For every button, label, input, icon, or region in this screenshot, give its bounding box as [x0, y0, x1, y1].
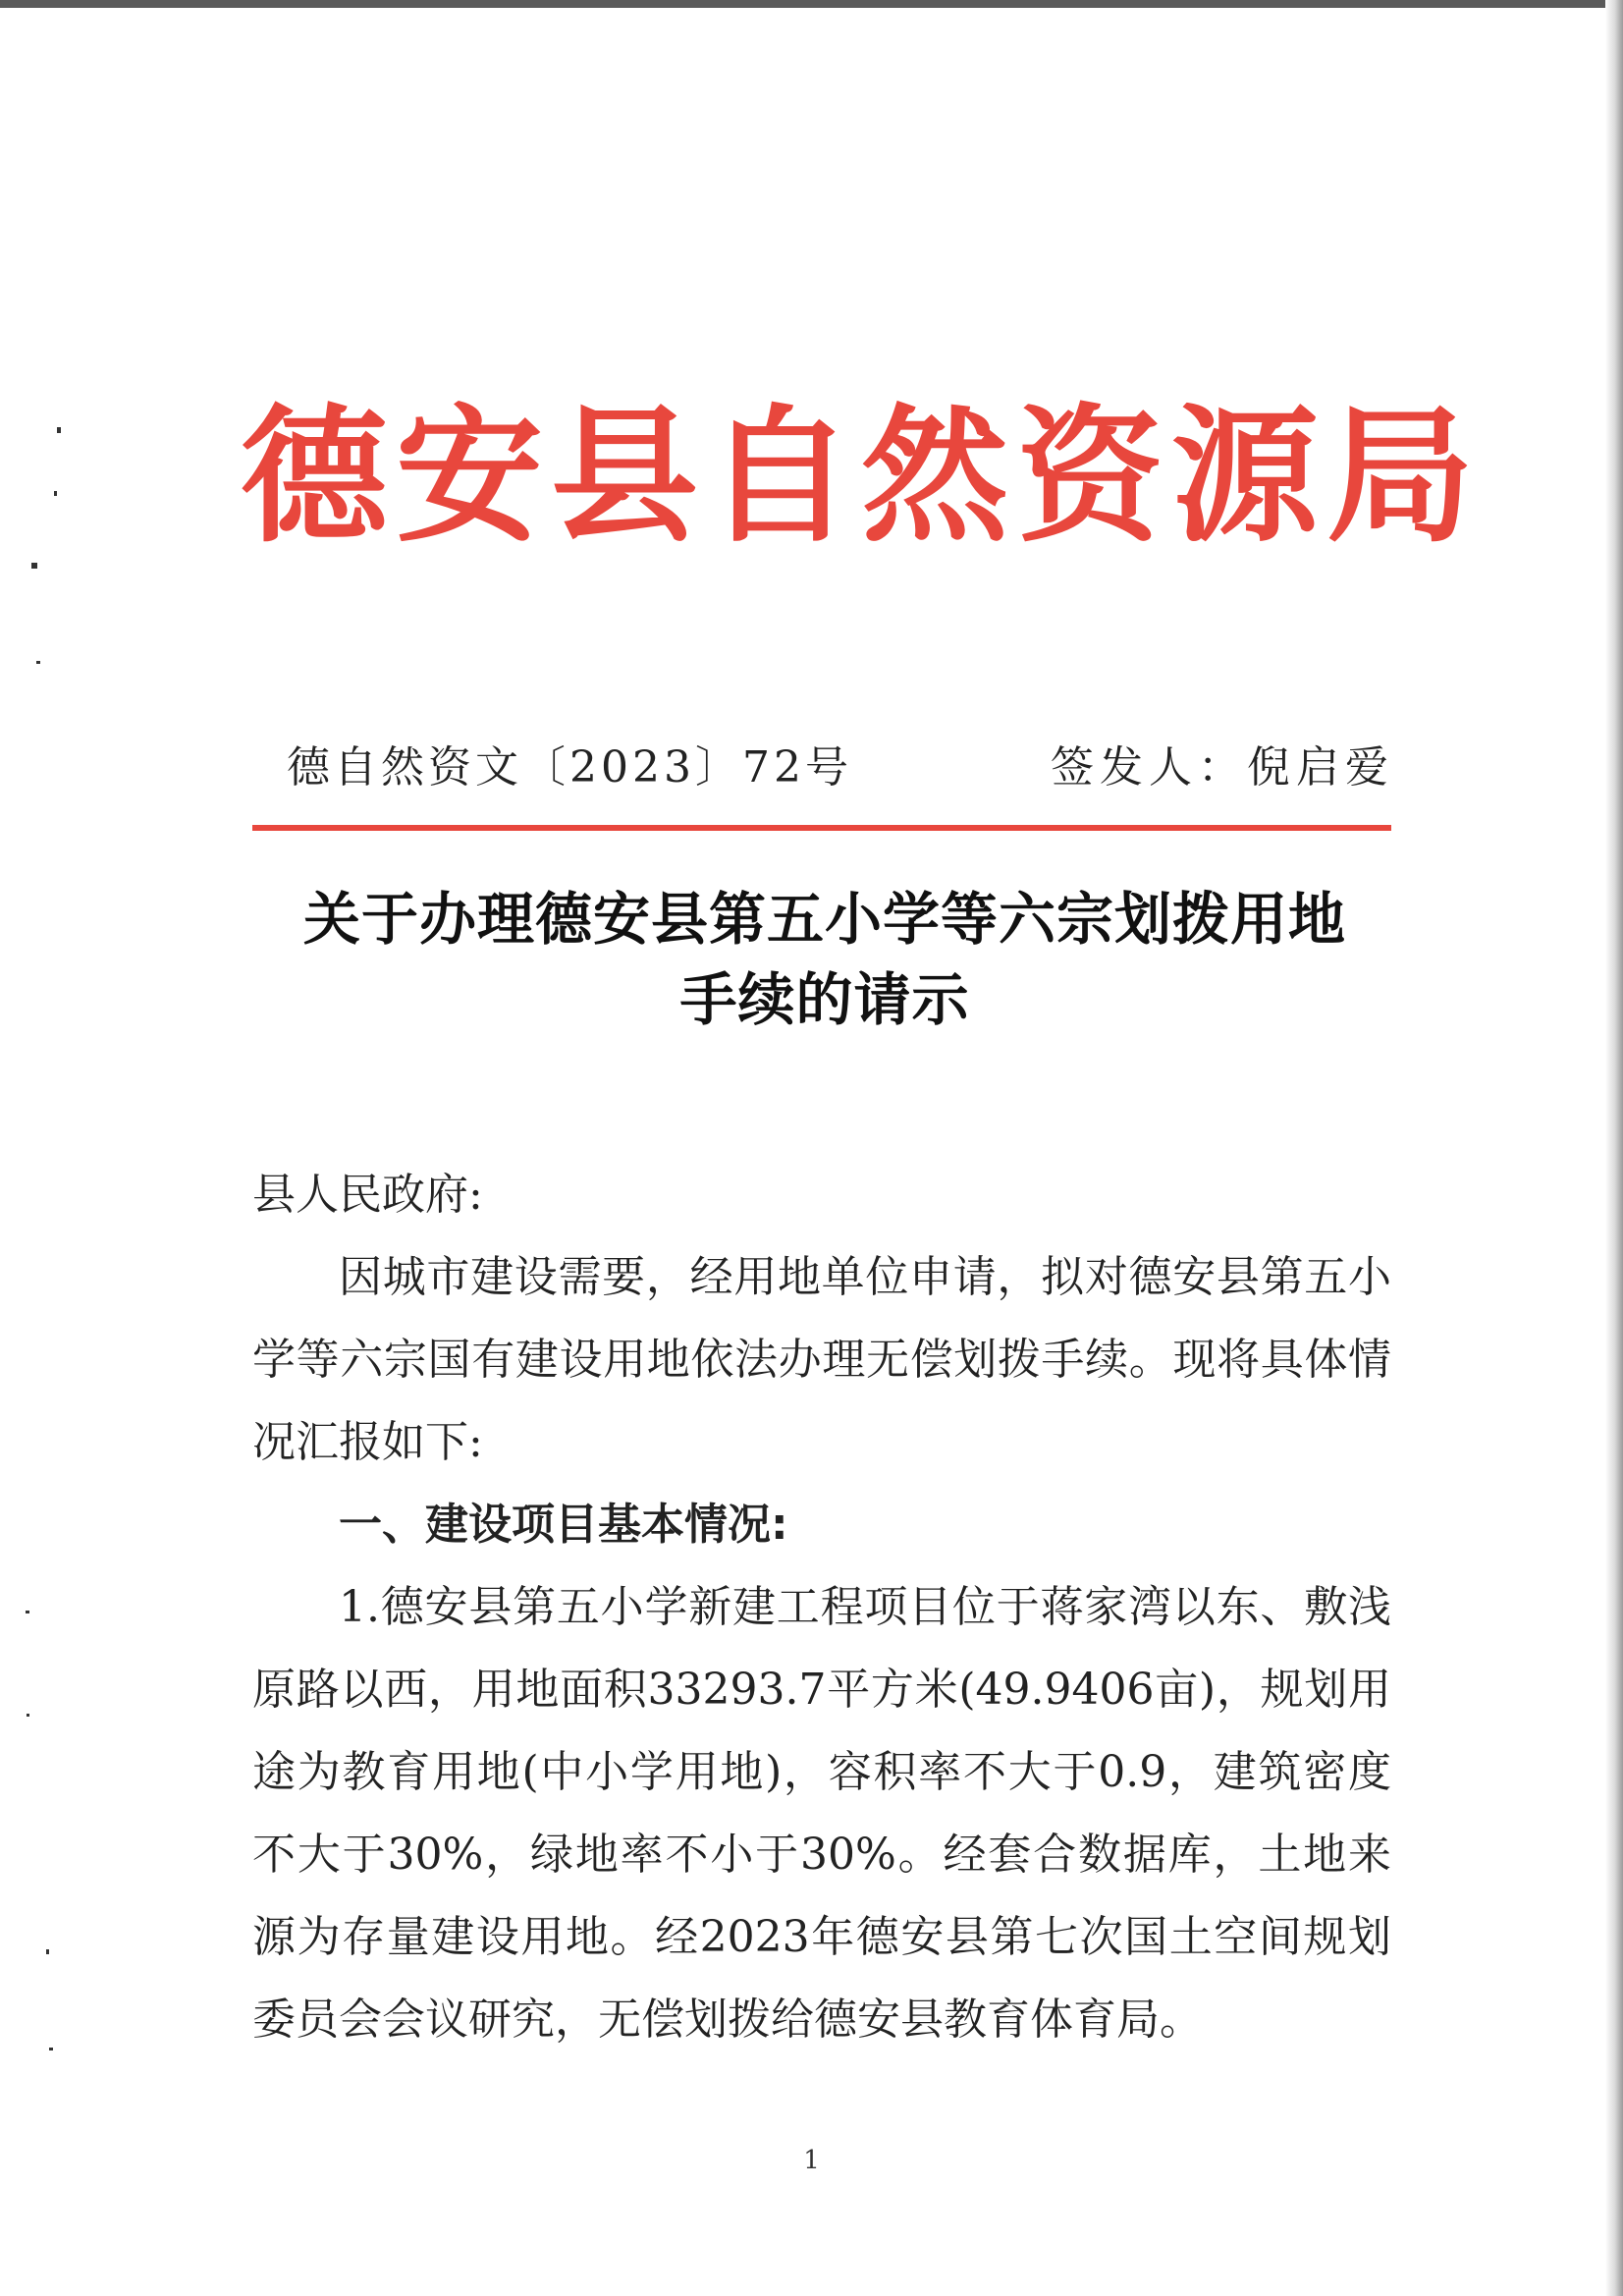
- section-heading: 一、建设项目基本情况:: [339, 1500, 788, 1550]
- document-body: [252, 1154, 1391, 2061]
- document-number: 德自然资文〔2023〕72号: [287, 742, 852, 793]
- page-number: 1: [803, 2146, 820, 2175]
- title-line-1: 关于办理德安县第五小学等六宗划拨用地: [302, 886, 1346, 953]
- salutation: 县人民政府:: [252, 1170, 483, 1220]
- issuer-signature: 签发人：倪启爱: [1051, 742, 1394, 793]
- scan-speck: [54, 491, 57, 496]
- scan-speck: [27, 1714, 29, 1717]
- title-line-2: 手续的请示: [679, 966, 970, 1033]
- scan-speck: [36, 661, 40, 664]
- scan-speck: [26, 1611, 29, 1613]
- scan-speck: [49, 2048, 53, 2050]
- scan-speck: [46, 1949, 49, 1954]
- intro-paragraph: 因城市建设需要，经用地单位申请，拟对德安县第五小学等六宗国有建设用地依法办理无偿划拨手续。现将具体情况汇报如下:: [252, 1252, 1391, 1467]
- scan-speck: [31, 563, 37, 569]
- item-paragraph: 1.德安县第五小学新建工程项目位于蒋家湾以东、敷浅原路以西，用地面积33293.7平方米(49.9406亩)，规划用途为教育用地(中小学用地)，容积率不大于0.9，建筑密度不大于30%，绿地率不小于30%。经套合数据库，土地来源为存量建设用地。经2023年德安县第七次国土空间规划委员会会议研究，无偿划拨给德安县教育体育局。: [252, 1582, 1391, 2045]
- letterhead-org-name: 德安县自然资源局: [241, 390, 1483, 563]
- document-title: [241, 879, 1409, 1040]
- scan-speck: [57, 427, 61, 433]
- scan-border-right: [1605, 0, 1623, 2296]
- header-divider: [252, 825, 1391, 831]
- scan-border-top: [0, 0, 1623, 8]
